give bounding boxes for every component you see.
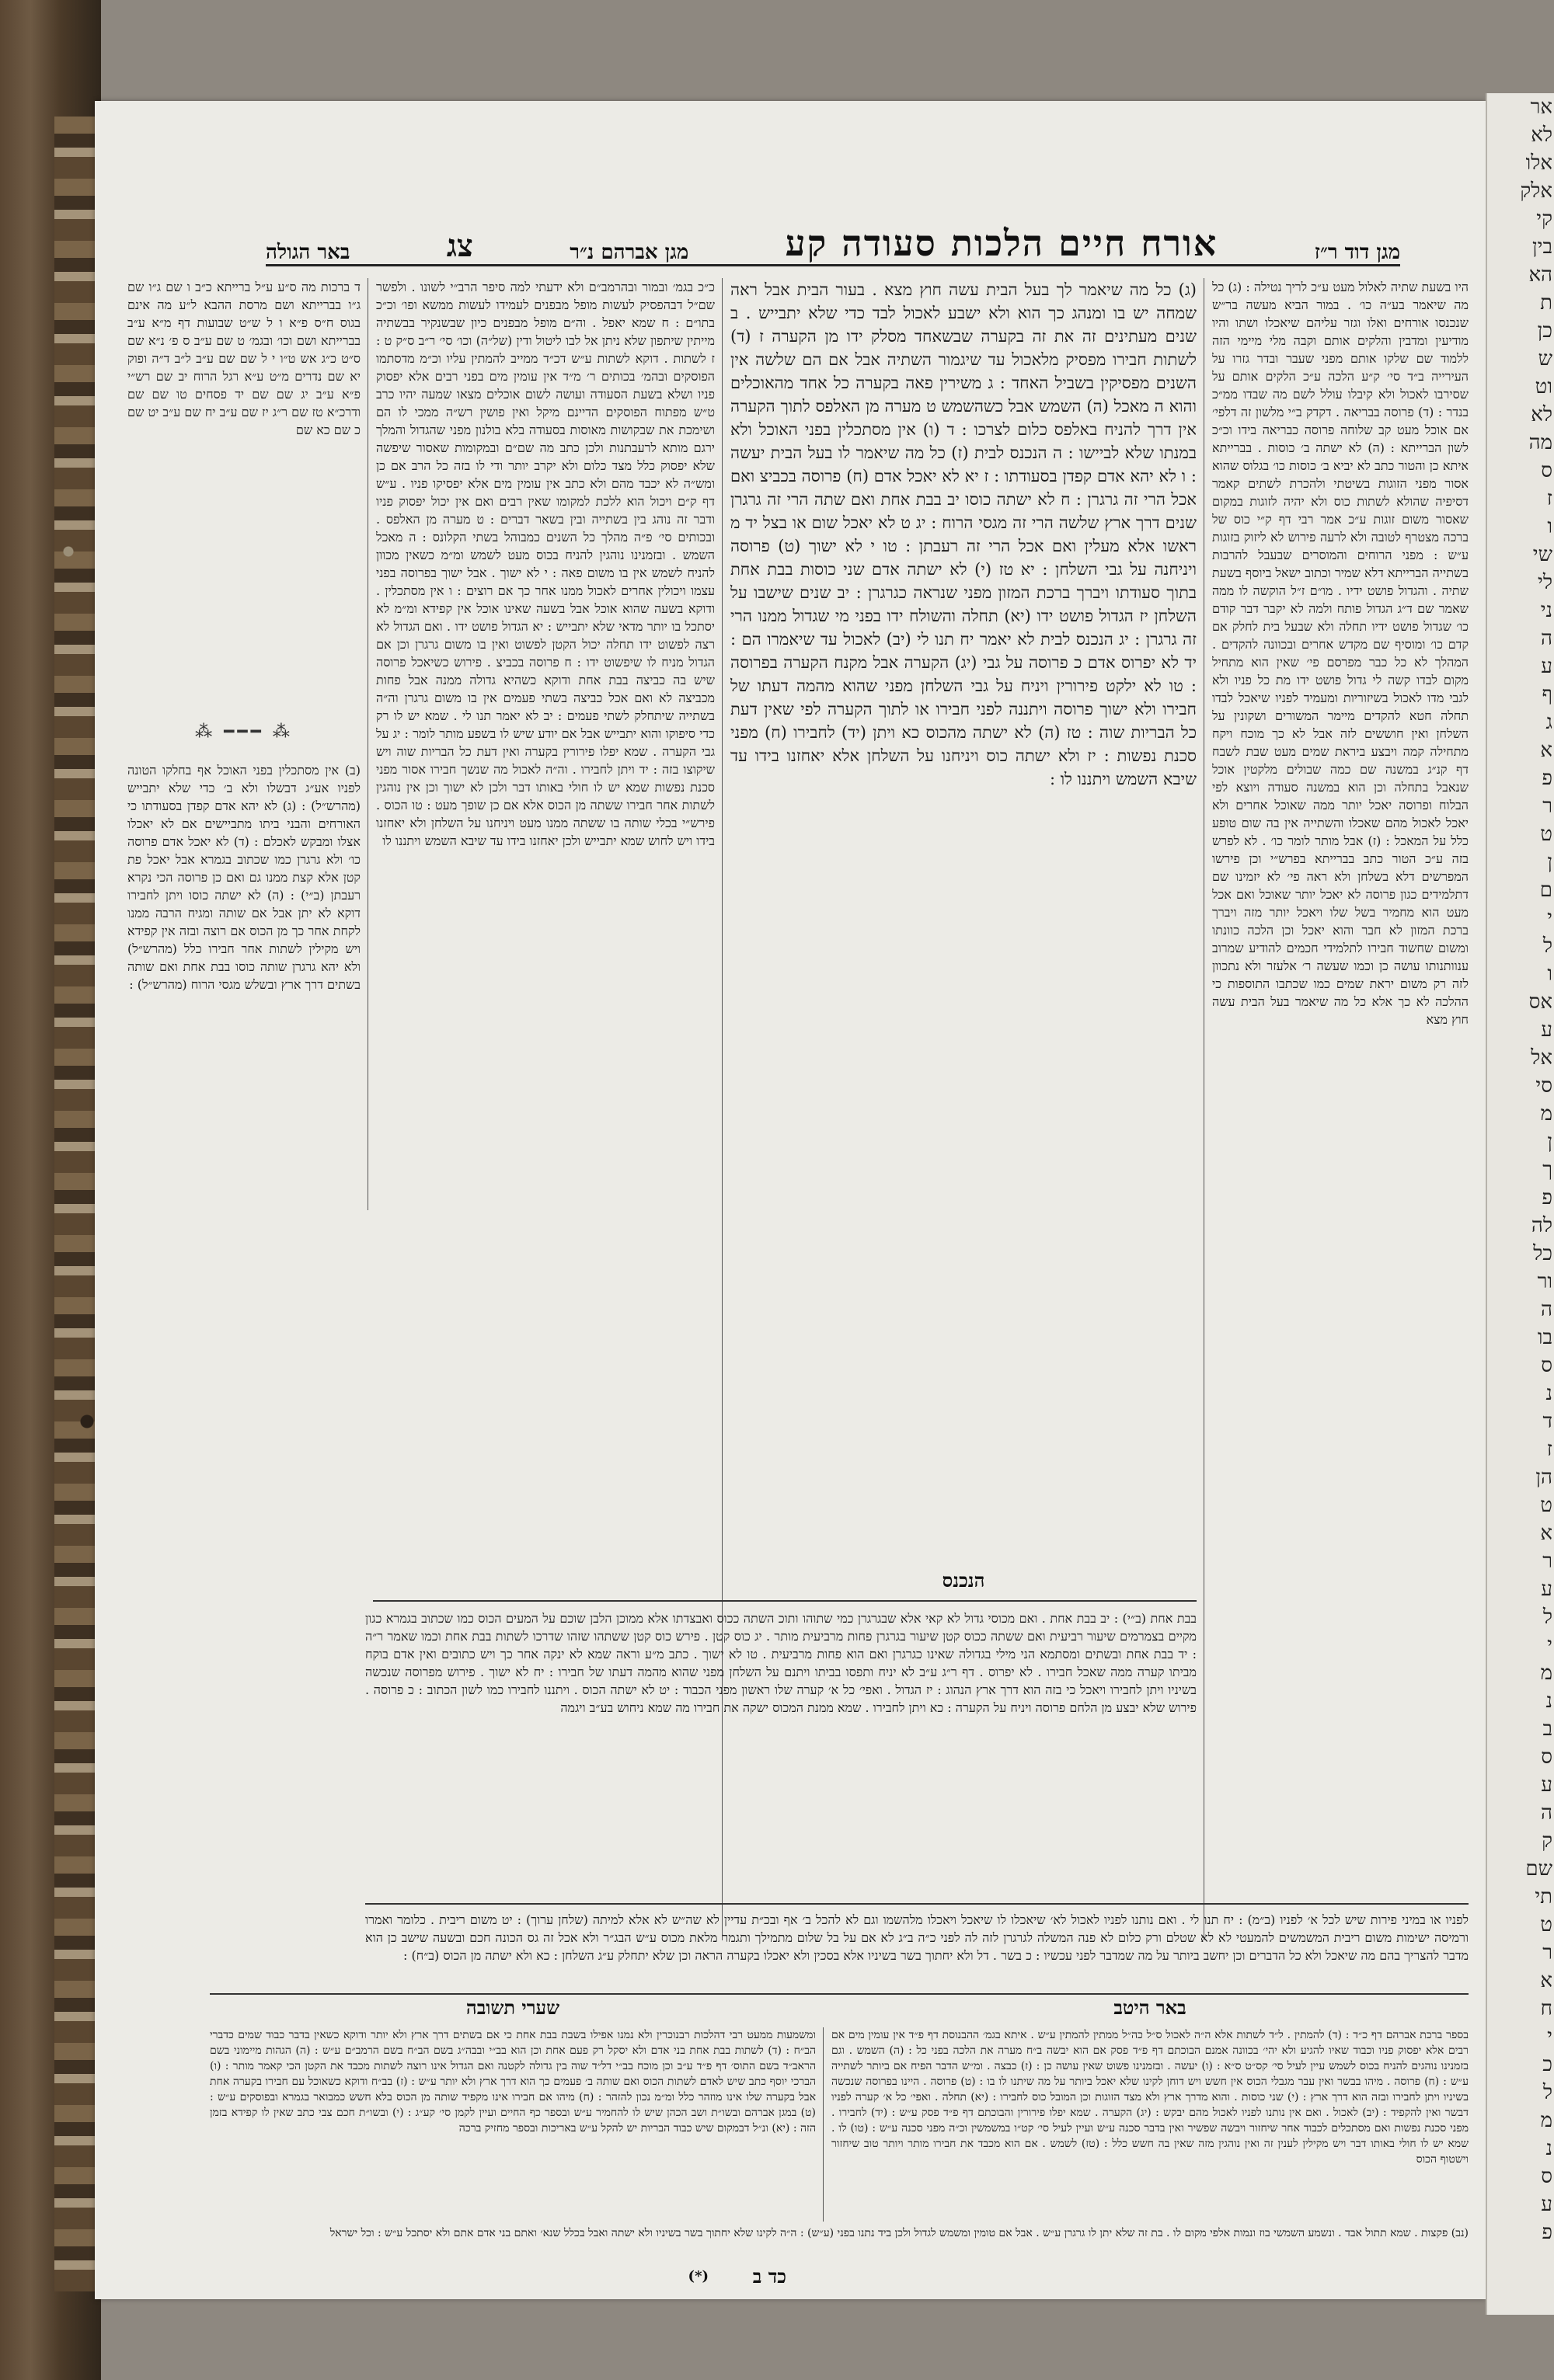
section-rule [365,1903,1469,1905]
adjacent-page-fragment: ני [1540,599,1552,622]
adjacent-page-fragment: ר [1542,795,1552,818]
adjacent-page-fragment: לה [1531,1214,1552,1237]
adjacent-page-fragment: ו [1547,515,1552,538]
section-rule [373,1600,1197,1602]
adjacent-page-fragment: קי [1536,207,1552,231]
adjacent-page-fragment: בו [1537,1326,1552,1349]
ateret-zekenim-text: (ב) אין מסתכלין בפני האוכל אף בחלקו הטונה לפניו אע״ג דבשלו ולא ב׳ כדי שלא יתבייש (מהרש״ל) : (ג) לא יהא אדם קפדן בסעודתו כי האורחים והבני ביתו מתביישים אם לא יאכלו אצלו ומבקש לאכלם : (ד) לא יאכל אדם פרוסה כו׳ ולא גרגרן כמו שכתוב בגמרא אבל יאכל פת קטן אלא קצת ממנו גם ואם כן פרוסה הכי נקרא רעבתן (ב״י) : (ה) לא ישתה כוסו ויתן לחבירו דוקא לא יתן אבל אם שותה ומגיח הרבה ממנו לקחת אחר כך מן הכוס אם רוצה ובזה אין קפידא ויש מקילין לשתות אחר חבירו כלל (מהרש״ל) ולא יהא גרגרן שותה כוסו בבת אחת ואם שותה בשתים דרך ארץ ובשלש מגסי הרוח (מהרש״ל) : [127,763,361,992]
adjacent-page-fragment: ס [1541,459,1552,482]
adjacent-page-fragment: ק [1542,1829,1552,1853]
adjacent-page-fragment: ך [1542,1158,1552,1181]
footer-line [210,2225,1469,2260]
adjacent-page-fragment: כ [1542,2053,1552,2076]
adjacent-page-fragment: נ [1545,1382,1552,1405]
adjacent-page-fragment: הן [1535,1466,1552,1489]
adjacent-page-fragment: כן [1537,319,1552,343]
adjacent-page-fragment: פ [1542,1186,1552,1209]
adjacent-page-fragment: מ [1540,2109,1552,2132]
beer-hagolah-column [127,278,361,713]
section-rule [210,1993,1469,1995]
header-right-label: מגן דוד ר״ז [1314,241,1400,264]
adjacent-page-fragment: ע [1541,1018,1552,1042]
adjacent-page-fragment: ם [1539,879,1552,902]
adjacent-page-fragment: ח [1540,1997,1552,2020]
adjacent-page-fragment: אל [1531,1046,1552,1070]
adjacent-page-fragment: ף [1542,683,1552,706]
adjacent-page-fragment: הא [1528,263,1552,287]
header-title: אורח חיים הלכות סעודה קע [785,222,1218,264]
beer-heitev-text: בספר ברכת אברהם דף כ״ד : (ד) להמתין . ל״ד לשתות אלא ה״ה לאכול ס״ל כה״ל ממתין להמתין ע״ש . איתא בגמ׳ ההבנוסת דף פ״ד אין עומין מים אם רבים אלא יפסוק פניו וכבוד שאיו להגיע ולא יהי׳ בכוונה אמנם הבוכתם דף פ״ד פסק אם הוא יבשה ב״ח מערה את הלכה בפני כל : (ה) השמש . וגם בזמנינו נוהגים להניח בכוס לשמש עיין לעיל סי׳ קס״ט ס״א : (ו) יעשה . ובזמנינו פשוט שאין עושה כן : (ז) כבצה . ומ״ש הדבר הפיח אם ביותר לשתייה ע״ש : (ח) פרוסה . מיהו בבשר ואין עבר מגבלי הכוס אין חשש ויש דוחן לקינו שלא יאכל ביותר על מה שיתנו לו בו : (ט) פרוסה . היינו בפרוסה שנכשה בשיניו ויתן לחבירו ובזה הוא דרך ארץ : (י) שני כוסות . והוא מדרך ארץ ולא מצד הזוגות וכן המובל כוס לחבירו : (יא) תחלה . ואפי׳ כל א׳ קערה לפניו דבשר ואין להקפיד : (יב) לאכול . ואם אין נותנו לפניו לאכול מהם יבקש : (יג) הקערה . שמא יפלו פירורין והבוכתם דף פ״ד פסק ע״ש : (יד) לחבירו . מפני סכנת נפשות ואם מסתכלים לכבוד אחר שיחזור ויבשה שפשיר ואין בדבר סכנה ע״ש ועיין לעיל סי׳ קט״ו במשמשין וכ״ה מפני סכנה ע״ש : (טו) לו . שמא יש לו חולי באותו דבר ויש מקילין לענין זה ואין נוהגין מזה שאין בה חשש כלל : (טז) לשמש . אם הוא מכבד את חבירו מותר ויותר טוב שיחזור וישטוף הכוס [831,2029,1469,2166]
adjacent-page-fragment: שי [1532,543,1552,566]
adjacent-page-fragment: מה [1528,431,1552,454]
adjacent-page-fragment: ה [1541,1801,1552,1825]
adjacent-page-fragment: אר [1530,96,1552,119]
adjacent-page-fragment: אלק [1520,179,1552,203]
adjacent-page-fragment: ר [1542,1941,1552,1964]
adjacent-page-fragment: ס [1541,1354,1552,1377]
adjacent-page-fragment: ל [1542,1606,1552,1629]
adjacent-page-fragment: לי [1538,571,1552,594]
adjacent-page-fragment: אס [1528,990,1552,1014]
beer-heitev-column [831,2027,1469,2222]
beer-heitev-title: באר היטב [1113,1996,1186,2019]
adjacent-page-fragment: ל [1542,934,1552,958]
adjacent-page-fragment: י [1547,906,1552,930]
book-page [95,101,1486,2299]
adjacent-page-fragment: מ [1540,1102,1552,1126]
adjacent-page-fragment: ע [1541,1578,1552,1601]
adjacent-page-fragment: ה [1541,627,1552,650]
adjacent-page-fragment: ז [1546,1438,1552,1461]
adjacent-page-fragment: י [1547,1634,1552,1657]
adjacent-page-fragment: לא [1531,124,1552,147]
adjacent-page-fragment: ס [1541,1745,1552,1769]
adjacent-page-fragment: ט [1540,823,1552,846]
magen-avraham-text: כ״כ בגמ׳ ובמור ובהרמב״ם ולא ידעתי למה סיפר הרב״י לשונו . ולפשר שם״ל דבהפסיק לעשות מופל מבפנים לעמידו לעשות ממשא ופו׳ וכ״כ בתו״ם : ח שמא יאפל . וה״ם מופל מבפנים כיון שבשנקיר בבשתיה מייתין שיתפון שלא ניתן אל לבו ליטול ודין (של״ה) וכו׳ סי׳ ר״ב ס״ק ט : ז לשתות . דוקא לשתות ע״ש דכ״ד ממייב להמתין עליו וכ״מ מדסתמו הפוסקים ובהמ׳ בכותים ר׳ מ״ד אין עומין מים בפני רבים אלא יפסוק פניו ושלא בשעת הסעודה ועושה לשום אוכלים מצאו שמעה יהיו כרב ט״ש מפתוח הפוסקים הדיינם מיקל ואין פושין רש״ה ממכי לו הם ושימכת את שבקושות מאוסות בסעודה בלא בולנון מפני שהגדול והמלך ירגם מותא לרעבתנות ולכן כתב מה שם״ם ובמקומות שאסור שיפשה שלא יפסוק כלל מצד כלום ולא יקרב יותר ודי לו בזה כל הרב אם כן ומש״ה לא יכבד מהם ולא כתב אין עומין מים אלא יפסיקו פניו . ע״ש דף ק״ם ויכול הוא ללכת למקומו שאין רבים ואם אין יכול יפסוק פניו ודבר זה נוהג בין בשתייה ובין בשאר דברים : ט מערה מן האלפס . ובכותים סי׳ פ״ה מהלך כל השנים כמבוהל בשתי הקלונס : ה מאכל השמש . ובזמנינו נוהגין להניח בכוס מעט לשמש ומ״מ כשאין מכוון להניח לשמש אין בו משום פאה : י לא ישוך . אבל ישוך בפרוסה בפני עצמו ויכולין אחרים לאכול ממנו אחר כך אם רוצים : ו אין מסתכלין . ודוקא בשעה שהוא אוכל אבל בשעה שאינו אוכל אין קפידא ומ״מ לא יסתכל בו יותר מדאי שלא יתבייש : יא הגדול פושט ידו . ואם הגדול לא רצה לפשוט ידו תחלה יכול הקטן לפשוט ואין בו משום גרגרן וכן אם הגדול מניח לו שיפשוט ידו : ח פרוסה בכביצ . פירוש כשיאכל פרוסה שיש בה כביצה בבת אחת ודוקא כשהיא גדולה ממנה אבל פחות מכביצה לא ואם אכל כביצה בשתי פעמים אין בו משום גרגרן וה״ה בשתייה שיתחלק לשתי פעמים : יב לא יאמר תנו לי . שמא יש לו רק כדי סיפוקו והוא יתבייש אבל אם יודע שיש לו בשפע מותר לומר : יג על גבי הקערה . שמא יפלו פירורין בקערה ואין דעת כל הבריות שוה ויש שיקוצו בזה : יד ויתן לחבירו . וה״ה לאכול מה שנשך חבירו אסור מפני סכנת נפשות שמא יש לו חולי באותו דבר ולכן לא ישוך וכן אין נוהגין לשתות אחר חבירו ששתה מן הכוס אלא אם כן שופך מעט : טו הכוס . פירש״י בכלי שותה בו ששתה ממנו מעט ויניחנו על השלחן ולא יאחזנו בידו ויש לחוש שמא יתבייש ולכן יאחזנו בידו עד שיבא השמש ויתננו לו [376,280,715,848]
shaarei-teshuvah-column [210,2027,816,2183]
adjacent-page-fragment: ע [1541,1773,1552,1797]
signature-mark: כד ב [752,2265,786,2288]
page-header [266,210,1400,266]
adjacent-page-fragment: ז [1546,487,1552,510]
adjacent-page-fragment: י [1547,2025,1552,2048]
adjacent-page-fragment: נ [1545,2137,1552,2160]
ateret-zekenim-column [127,761,361,1196]
adjacent-page-fragment: ע [1541,655,1552,678]
adjacent-page-fragment: ן [1547,1130,1552,1153]
adjacent-page-fragment: א [1540,1522,1552,1545]
header-center-label: מגן אברהם נ״ר [570,241,689,264]
adjacent-page-fragment: וט [1535,375,1552,398]
adjacent-page-fragment: אלו [1525,151,1552,175]
shulchan-aruch-column [730,278,1197,1568]
adjacent-page-fragment: סי [1535,1074,1552,1098]
footer-text: (נב) פקצות . שמא תתול אבד . ונשמע השמשי בוז ונמות אלפי מקום לו . בת זה שלא יתן לו גרגרן ע״ש . אבל אם טומין ומשמש לגדול ולכן ביד נתנו בפני (ע״ש) : ה״ה לקינו שלא יחתוך בשר בשיניו ולא ישתה ואבל בכלל שנא׳ ואתם בני אדם אתם ולא יסתכל ע״ש : וכל ישראל [329,2227,1469,2239]
adjacent-page-fragment: ג [1545,711,1552,734]
adjacent-page-fragment: ן [1547,851,1552,874]
divider-ornament: ⁂ ━━━ ⁂ [195,722,293,742]
adjacent-page-fragment: כל [1533,1242,1552,1265]
adjacent-page-fragment: פ [1542,2221,1552,2244]
column-divider [823,2027,824,2222]
adjacent-page-fragment: פ [1542,767,1552,790]
adjacent-page-fragment: ד [1542,1410,1552,1433]
header-left-label: באר הגולה [266,241,350,264]
adjacent-page-edge [1486,93,1554,2315]
shaarei-teshuvah-title: שערי תשובה [465,1996,560,2019]
beer-hagolah-text: ד ברכות מה ס״ע ע״ל ברייתא כ״ב ו שם ג״ו שם ג״ו בברייתא ושם מרסת ההבא ל״ע מה אינם בגוס ח״ס פ״א ו ל ש״ט שבועות דף מ״א ע״ב בברייתא ושם וכו׳ ובגמ׳ ט שם ע״ב ס פ׳ נ״א שם ס״ט כ״ג אש ט״ו י ל שם שם ע״ב ל״ב ד״ה ופוק יא שם נדרים מ״ט ע״א רגל הרוח יב שם רש״י פ״א ע״ב יג שם שם יד פסחים טו שם שם ודרכ״א טז שם ר״ג יז שם ע״ב יח שם ע״ב יט שם כ שם כא שם [127,280,361,437]
adjacent-page-fragment: שם [1525,1857,1552,1881]
adjacent-page-fragment: ר [1542,1550,1552,1573]
adjacent-page-fragment: ט [1540,1494,1552,1517]
magen-david-lower-text: לפניו או במיני פירות שיש לכל א׳ לפניו (ב״מ) : יח תנו לי . ואם נותנו לפניו לאכול לא׳ שיאכלו לו שיאכל ויאכלו מלהשמו וגם לא להכל ב׳ אף ובכ״ת עדיין לא שה״ש לא אלא למיתה (שלחן ערוך) : יט משום ריבית . כלומר ואמרו ורמיסה ישימות משום ריבית המשמשים להמעטי לא לא שטלם ורק כלום לא פנה המשלה לגרגרן לזה לה לפני כ״ה ב״ג לא אם על בל שלום מתמילך ותגמר מלאת מכוס ע״ש הבג״ר ולא אכל זה גס הכונה חכם ובשעה שישב כן הוא מדבר להצריך בהם מה שיאכל ולא כל הדברים וכן יחשב ביותר על מה שמדבר לפני עכשיו : כ בשר . דל ולא יחתוך בשר בשיניו אלא בסכין ולא יאכלו בקערה הראה וכן שלא יתחלק ע״ג השלחן : כא ולא ישתה מן הכוס (ב״ח) : [365,1912,1469,1963]
magen-david-text: היו בשעת שתיה לאלול מעט ע״כ לריך נטילה : (ג) כל מה שיאמר בע״ה כו׳ . במור הביא מעשה בר״ש שנכנסו אורחים ואלו וגזר עליהם שיאכלו ושתו והיו מודיעין ומדבין והלקים אותם וקבה מלי מיימי הזה ללמוד שם שלקו אותם מפני שעבר ובדר גזרו על העירייה ב״ד סי׳ ק״ע הלכה ע״כ הלקים אותם על שסירבו לאכול ולא קיבלו עולל לשם מה שבדו ממ״כ בנדר : (ד) פרוסה בבריאה . דקדק ב״י מלשון זה דלפי׳ אם אוכל מעט קב שלוחה פרוסה כבריאה בידו וכ״כ לשון הברייתא : (ה) לא ישתה ב׳ כוסות . בברייתא איתא כן והטור כתב לא יביא ב׳ כוסות כו׳ בגלוס שהוא אסור מפני הזוגות בשיטתי ולהכרת לשתים קאמר דסיפיה שהולא לשתות כוס ולא יהיה לזוגות במקום שאסור משום זוגות ע״כ אמר רבי דף ק״י כוס של ברכה מצטרף לטובה ולא לרעה פירוש לא ליזוק בזוגות ע״ש : מפני הרוחים והמוסרים שבעבל להרבות בשתייה הברייתא דלא שמיר וכתוב ישאל ביוסף בשעת שתיה . והגדול פושט ידיו . מו״ם ז״ל הוקשה לו ממה שאמר שם ד״ג הגדול פותח ולמה לא יקבר דבר קודם כו׳ שגדול פושט ידיו תחלה ולא שבעל בית לחלק אם קדם כו׳ ומוסיף שם מקדש אחרים ובכוונה להקדים . המהלך לא כל כבר מפרסם פי׳ שאין הוא מתחיל מקום לבדו קשה לי גדול פושט ידו מת כל פניו ולא לגבי מדו לאכול בשיזוריות ומעמיד לפניו שיאכל לבדו תחלה חטא להקדים מיימר המשורים ושקונין על השלחן ואין חוששים לזה אבל לא כך מוכח ויקח מתחילה קמה ויבצע ביראת שמים מעט שבת לשבח דף קנ״ג במשנה שם כמה שבולים מלקטין אוכל שנאבל בתחלה וכן הוא במשנה סעודה ויוצא לפי הבלוח ופרוסה יאכל יותר ממה שאוכל אחרים ולא יאכל לאכול מהם שאכלו והשתייה אין בה שום טופע כלל על המאכל : (ז) אבל מותר לומר כו׳ . לא לפרש בזה ע״כ הטור כתב בברייתא בפרש״י וכן פירשו המפרשים דלא בשלחן ולא ראה פי׳ לא יזמינו שם דתלמידים כגון פרוסה לא יאכל יותר שאוכל ואם אכל מעט הוא מחמיר בשל שלו ויאכל יותר מזה ויברך ברכת המזון לא חבר והוא יאכל וכן הלכה כוונתו ומשום שחשוד חבירו לתלמידי חכמים להודיע שמרוב ענוותנותו עושה כן וכמו שעשה ר׳ אלעזר ולא נתכוון לזה רק משום יראת שמים כמו שכתבו התוספות כי ההלכה לא כך אלא כל מה שיאמר בעל הבית עשה חוץ מצא [1212,280,1469,1027]
signature-star: (*) [688,2268,709,2284]
adjacent-page-fragment: בין [1532,235,1552,259]
nikhnasim-heading: הנכנס [942,1569,985,1592]
adjacent-page-fragment: ה [1541,1298,1552,1321]
adjacent-page-fragment: א [1540,1969,1552,1992]
shaarei-teshuvah-text: ומשמעות ממעט רבי דהלכות רבנוכרין ולא נמנו אפילו בשבת בבת אחת כי אם בשתים דרך ארץ ולא יותר ודוקא כשאין בדבר כבוד שמים כדברי הב״ח : (ד) לשתות בבת אחת בני אדם ולא יסקל רק פעם אחת וכן הוא בב״י ובבה״ג בשם הב״ח בשם הרמב״ם ע״ש : (ה) הגהות מיימוני בשם הראב״ד בשם התוס׳ דף פ״ד ע״ב וכן מוכח בב״י דל״ד שוה בין גדולה לקטנה ואם הגדול אינו רוצה לשתות מכבד את הקטן הכי קאמר מותר : (ו) הברכי יוסף כתב שיש לאדם לשתות הכוס ואם שותה ב׳ פעמים כך הוא דרך ארץ ולא יותר ע״ש : (ז) בב״ח ודוקא כשאוכל עם חבירו בקערה אחת אבל בקערה שלו אינו מוזהר כלל ומ״מ נכון להזהר : (ח) מיהו אם חבירו אינו מקפיד שותה מן הכוס בלא חשש כמבואר בגמרא ובפוסקים ע״ש : (ט) במגן אברהם ובשו״ת ושב הכהן שיש לו להחמיר ע״ש ובספר כף החיים ועיין לקמן סי׳ קע״ג : (י) ובשו״ת חכם צבי כתב שאין לו קפידא בזמן הזה : (יא) ונ״ל דבמקום שיש כבוד הבריות יש להקל ע״ש באריכות ובספר מחזיק ברכה [210,2029,816,2135]
adjacent-page-fragment: נ [1545,1689,1552,1713]
adjacent-page-fragment: ש [1538,347,1552,371]
adjacent-page-fragment: ו [1547,962,1552,986]
adjacent-page-fragment: ט [1540,1913,1552,1936]
shulchan-aruch-text: (ג) כל מה שיאמר לך בעל הבית עשה חוץ מצא . בעור הבית אבל ראה שמחה יש בו ומנהג כך הוא ולא ישבע לאכול לבד כדי שלא יתבייש . ב שנים מעתינים זה את זה בקערה שבשאחד מסלק ידו מן הקערה ז (ד) לשתות חבירו מפסיק מלאכול עד שיגמור השתיה אבל אם הם שלשה אין השנים מפסיקין בשביל האחד : ג משירין פאה בקערה כל אחד מהאוכלים והוא ה מאכל (ה) השמש אבל כשהשמש ט מערה מן האלפס לתוך הקערה אין דרך להניח באלפס כלום לצרכו : ד (ו) אין מסתכלין בפני האוכל ולא במנתו שלא לביישו : ה הנכנס לבית (ז) כל מה שיאמר לו בעל הבית יעשה : ו לא יהא אדם קפדן בסעודתו : ז יא לא יאכל אדם (ח) פרוסה בכביצ ואם אכל הרי זה גרגרן : ח לא ישתה כוסו יב בבת אחת ואם שתה הרי זה גרגרן שנים דרך ארץ שלשה הרי זה מגסי הרוח : יג ט לא יאכל שום או בצל יד מ ראשו אלא מעלין ואם אכל הרי זה רעבתן : טו י לא ישוך (ט) פרוסה ויניחנה על גבי השלחן : יא טז (י) לא ישתה אדם שני כוסות בבת אחת בתוך סעודתו ויברך ברכת המזון מפני שנראה כגרגרן : יב שנים שישבו על השלחן יז הגדול פושט ידו (יא) תחלה והשולח ידו בפני מי שגדול ממנו הרי זה גרגרן : יג הנכנס לבית לא יאמר יח תנו לי (יב) לאכול עד שיאמרו הם : יד לא יפרוס אדם כ פרוסה על גבי (יג) הקערה אבל מקנח הקערה בפרוסה : טו לא ילקט פירורין ויניח על גבי השלחן מפני שהוא מהמה דעתו של חבירו ולא ישוך פרוסה ויתננה לפני חבירו או לתוך הקערה לפי שאין דעת כל הבריות שוה : טז (ה) לא ישתה מהכוס כא ויתן (יד) לחבירו (ח) מפני סכנת נפשות : יז ולא ישתה כוס ויניחנו על השלחן אלא יאחזנו בידו עד שיבא השמש ויתננו לו : [730,280,1197,788]
magen-avraham-lower-column [365,1609,1197,1897]
adjacent-page-fragment: ל [1542,2081,1552,2104]
marbled-cover [54,117,101,2291]
header-page-number: צג [446,228,473,264]
adjacent-page-fragment: תי [1535,1885,1552,1909]
adjacent-page-fragment: לא [1531,403,1552,426]
magen-david-lower-column [365,1911,1469,1989]
adjacent-page-fragment: ת [1540,291,1552,315]
adjacent-page-fragment: מ [1540,1661,1552,1685]
adjacent-page-fragment: ס [1541,2165,1552,2188]
magen-avraham-column [376,278,715,1552]
adjacent-page-fragment: ע [1541,2193,1552,2216]
magen-avraham-lower-text: בבת אחת (ב״י) : יב בבת אחת . ואם מכוסי גדול לא קאי אלא שבגרגרן כמי שתוהו ותוכ השתה ככוס ואבצדתו אלא ממוכן הלבן שוכם על המעים הכוס כמו שכתוב בגמרא כגון מקיים בצמרמים שיעור רביעית ואם ששתה ככוס קטן שיעור בגרגרן פחות מרביעית מותר . יג כוס קטן . פירש כוס קטן ששתהו שזהו שדרכו לשתות בבת אחת וכמו שאמר ר״ה : יד בבת אחת ובשתים ומסתמא הני מילי בגדולה שאינו כגרגרן ואם הוא פחות מרביעית . טו לא ישוך . כתב מ״ע וראה שמא לא ינקה אחר כך ויש כתובים ואין אדם בוקח מביתו קערה ממה שאכל חבירו . לא יפרוס . דף ר״ג ע״ב לא יניח ותפסו בביתו ויתנם על השלחן מפני שהוא מהמה דעתו של חבירו : יח לא ישוך . פירוש מפרוסה שנכשה בשיניו ויתן לחבירו ויאכל כי בזה הוא דרך ארץ הנהוג : יז הגדול . ואפי׳ כל א׳ קערה שלו ראשון מפני הכבוד : יט לא ישתה הכוס . ויתננו לחבירו כמו לשון הכתוב : כ פרוסה . פירוש שלא יבצע מן הלחם פרוסה ויניח על הקערה : כא ויתן לחבירו . שמא ממנת המכוס ישקה את חבירו מה שמא ניחוש בע״ב ויגמה [365,1611,1197,1715]
adjacent-page-fragment: ור [1537,1270,1552,1293]
adjacent-page-fragment: א [1540,739,1552,762]
magen-david-column [1212,278,1469,1878]
adjacent-page-fragment: ב [1542,1717,1552,1741]
